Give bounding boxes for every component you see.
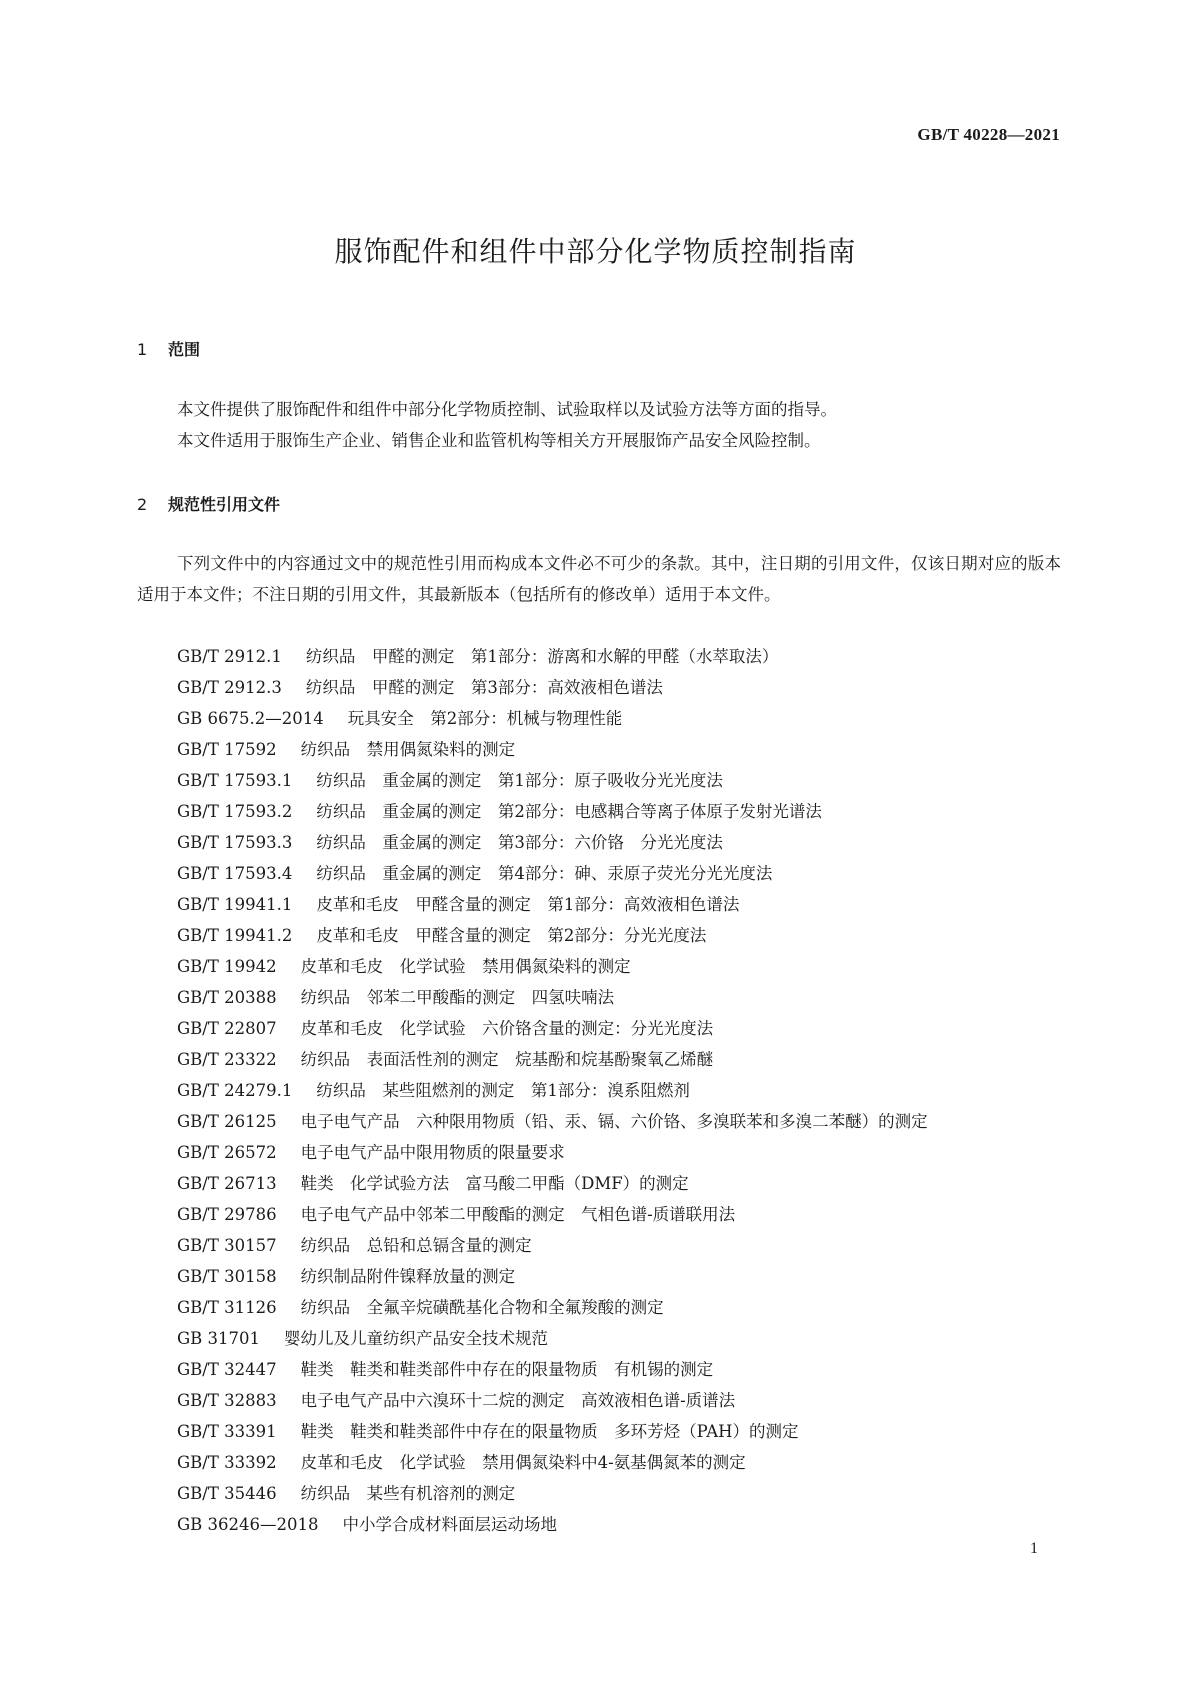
reference-code: GB/T 17593.1 [177,771,293,790]
reference-title: 鞋类 鞋类和鞋类部件中存在的限量物质 有机锡的测定 [300,1360,714,1379]
reference-code: GB/T 20388 [177,988,277,1007]
reference-item [177,1385,928,1416]
reference-title: 电子电气产品中六溴环十二烷的测定 高效液相色谱-质谱法 [300,1391,736,1410]
section-1-number: 1 [137,340,148,359]
reference-title: 纺织品 总铅和总镉含量的测定 [300,1236,532,1255]
section-2-title: 规范性引用文件 [168,495,281,514]
reference-item [177,982,928,1013]
reference-title: 纺织品 邻苯二甲酸酯的测定 四氢呋喃法 [300,988,615,1007]
reference-item [177,1323,928,1354]
reference-item [177,1137,928,1168]
reference-item [177,1509,928,1540]
reference-code: GB/T 30157 [177,1236,277,1255]
reference-item [177,703,928,734]
reference-code: GB/T 26125 [177,1112,277,1131]
reference-title: 纺织制品附件镍释放量的测定 [300,1267,516,1286]
section-2-heading [137,492,280,515]
normative-reference-list [177,641,928,1540]
reference-code: GB/T 33392 [177,1453,277,1472]
scope-paragraph-2: 本文件适用于服饰生产企业、销售企业和监管机构等相关方开展服饰产品安全风险控制。 [177,431,821,450]
reference-code: GB 31701 [177,1329,261,1348]
reference-code: GB/T 19941.2 [177,926,293,945]
reference-code: GB/T 24279.1 [177,1081,293,1100]
reference-code: GB/T 22807 [177,1019,277,1038]
reference-title: 纺织品 重金属的测定 第4部分：砷、汞原子荧光分光光度法 [316,864,773,883]
reference-title: 纺织品 全氟辛烷磺酰基化合物和全氟羧酸的测定 [300,1298,664,1317]
reference-item [177,1230,928,1261]
page-number: 1 [1030,1540,1038,1557]
reference-item [177,765,928,796]
reference-code: GB/T 32447 [177,1360,277,1379]
reference-code: GB/T 26572 [177,1143,277,1162]
reference-code: GB/T 19942 [177,957,277,976]
reference-title: 纺织品 重金属的测定 第3部分：六价铬 分光光度法 [316,833,723,852]
reference-code: GB/T 29786 [177,1205,277,1224]
reference-item [177,920,928,951]
reference-item [177,1447,928,1478]
reference-code: GB/T 2912.1 [177,647,282,666]
section-1-title: 范围 [168,340,201,359]
reference-code: GB/T 17593.4 [177,864,293,883]
reference-item [177,889,928,920]
document-title: 服饰配件和组件中部分化学物质控制指南 [334,235,857,268]
reference-code: GB 6675.2—2014 [177,709,324,728]
reference-title: 皮革和毛皮 化学试验 六价铬含量的测定：分光光度法 [300,1019,714,1038]
reference-item [177,641,928,672]
reference-title: 纺织品 禁用偶氮染料的测定 [300,740,516,759]
reference-item [177,672,928,703]
reference-title: 电子电气产品 六种限用物质（铅、汞、镉、六价铬、多溴联苯和多溴二苯醚）的测定 [300,1112,928,1131]
reference-item [177,1044,928,1075]
reference-code: GB/T 31126 [177,1298,277,1317]
reference-title: 纺织品 表面活性剂的测定 烷基酚和烷基酚聚氧乙烯醚 [300,1050,714,1069]
reference-code: GB/T 26713 [177,1174,277,1193]
reference-item [177,1416,928,1447]
reference-code: GB 36246—2018 [177,1515,319,1534]
reference-title: 纺织品 重金属的测定 第1部分：原子吸收分光光度法 [316,771,723,790]
reference-title: 鞋类 鞋类和鞋类部件中存在的限量物质 多环芳烃（PAH）的测定 [300,1422,799,1441]
section-2-number: 2 [137,495,148,514]
reference-title: 玩具安全 第2部分：机械与物理性能 [347,709,623,728]
reference-item [177,1168,928,1199]
reference-item [177,858,928,889]
references-intro-paragraph: 下列文件中的内容通过文中的规范性引用而构成本文件必不可少的条款。其中，注日期的引用文件，仅该日期对应的版本适用于本文件；不注日期的引用文件，其最新版本（包括所有的修改单）适用于本文件。 [137,554,1061,604]
reference-title: 婴幼儿及儿童纺织产品安全技术规范 [284,1329,549,1348]
reference-title: 纺织品 某些有机溶剂的测定 [300,1484,516,1503]
reference-title: 纺织品 重金属的测定 第2部分：电感耦合等离子体原子发射光谱法 [316,802,822,821]
reference-title: 纺织品 某些阻燃剂的测定 第1部分：溴系阻燃剂 [316,1081,690,1100]
reference-item [177,827,928,858]
reference-item [177,1199,928,1230]
reference-title: 电子电气产品中限用物质的限量要求 [300,1143,565,1162]
reference-item [177,1261,928,1292]
reference-title: 皮革和毛皮 化学试验 禁用偶氮染料的测定 [300,957,631,976]
reference-code: GB/T 32883 [177,1391,277,1410]
reference-code: GB/T 30158 [177,1267,277,1286]
reference-code: GB/T 33391 [177,1422,277,1441]
reference-code: GB/T 17592 [177,740,277,759]
reference-item [177,796,928,827]
reference-title: 纺织品 甲醛的测定 第3部分：高效液相色谱法 [305,678,663,697]
scope-paragraph-1: 本文件提供了服饰配件和组件中部分化学物质控制、试验取样以及试验方法等方面的指导。 [177,400,837,419]
reference-item [177,951,928,982]
reference-item [177,1013,928,1044]
reference-code: GB/T 19941.1 [177,895,293,914]
reference-code: GB/T 17593.2 [177,802,293,821]
reference-code: GB/T 2912.3 [177,678,282,697]
standard-code: GB/T 40228—2021 [917,125,1060,144]
reference-title: 电子电气产品中邻苯二甲酸酯的测定 气相色谱-质谱联用法 [300,1205,736,1224]
reference-item [177,1292,928,1323]
section-1-heading [137,337,200,360]
reference-code: GB/T 35446 [177,1484,277,1503]
reference-item [177,1354,928,1385]
reference-title: 鞋类 化学试验方法 富马酸二甲酯（DMF）的测定 [300,1174,689,1193]
reference-item [177,1478,928,1509]
reference-title: 纺织品 甲醛的测定 第1部分：游离和水解的甲醛（水萃取法） [305,647,779,666]
reference-item [177,1106,928,1137]
reference-item [177,734,928,765]
reference-code: GB/T 17593.3 [177,833,293,852]
reference-title: 皮革和毛皮 甲醛含量的测定 第1部分：高效液相色谱法 [316,895,740,914]
reference-title: 中小学合成材料面层运动场地 [342,1515,558,1534]
reference-title: 皮革和毛皮 化学试验 禁用偶氮染料中4-氨基偶氮苯的测定 [300,1453,746,1472]
reference-title: 皮革和毛皮 甲醛含量的测定 第2部分：分光光度法 [316,926,707,945]
reference-code: GB/T 23322 [177,1050,277,1069]
reference-item [177,1075,928,1106]
